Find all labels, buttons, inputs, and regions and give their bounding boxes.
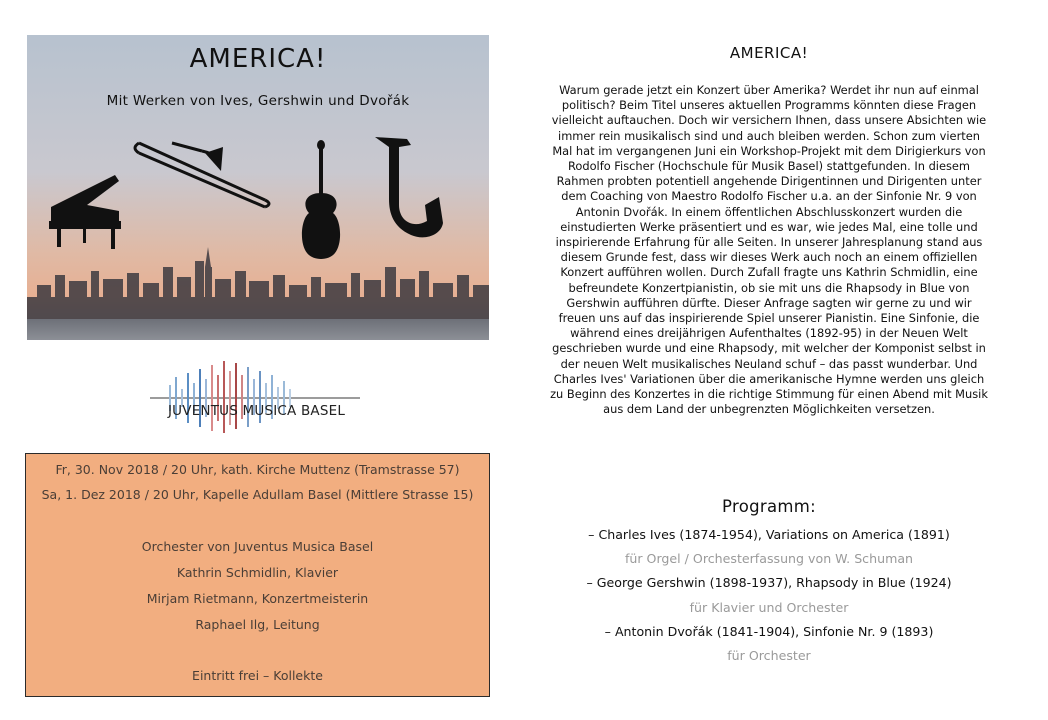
poster-subtitle: Mit Werken von Ives, Gershwin und Dvořák — [106, 93, 410, 109]
concert-info-box — [25, 453, 490, 697]
date-line-2: Sa, 1. Dez 2018 / 20 Uhr, Kapelle Adullam Basel (Mittlere Strasse 15) — [41, 487, 474, 502]
performer-concertmaster: Mirjam Rietmann, Konzertmeisterin — [146, 591, 369, 606]
performer-orchestra: Orchester von Juventus Musica Basel — [141, 539, 374, 554]
program-note-dvorak: für Orchester — [727, 648, 811, 663]
performer-piano: Kathrin Schmidlin, Klavier — [176, 565, 339, 580]
soundwave-logo — [150, 355, 360, 435]
skyline-image — [27, 35, 489, 340]
article-title: AMERICA! — [729, 44, 809, 62]
poster-title: AMERICA! — [189, 44, 327, 74]
date-line-1: Fr, 30. Nov 2018 / 20 Uhr, kath. Kirche Muttenz (Tramstrasse 57) — [55, 462, 460, 477]
article-body: Warum gerade jetzt ein Konzert über Amerika? Werdet ihr nun auf einmal politisch? Beim Titel unseres aktuellen Programms könnten diese Fragen vielleicht auftauchen. Doch wir versichern Ihnen, dass unsere Absichten wie immer rein musikalisch sind und auch bleiben werden. Schon zum vierten Mal hat im vergangenen Juni ein Workshop-Projekt mit dem Dirigierkurs von Rodolfo Fischer (Hochschule für Musik Basel) stattgefunden. In diesem Rahmen probten potentiell angehende Dirigentinnen und Dirigenten unter dem Coaching von Maestro Rodolfo Fischer u.a. an der Sinfonie Nr. 9 von Antonin Dvořák. In einem öffentlichen Abschlusskonzert wurden die einstudierten Werke präsentiert und es war, wie jedes Mal, eine tolle und inspirierende Erfahrung für alle Seiten. In unserer Jahresplanung stand aus diesem Grunde fest, dass wir dieses Werk auch noch an einem offiziellen Konzert aufführen wollen. Durch Zufall fragte uns Kathrin Schmidlin, eine befreundete Konzertpianistin, ob sie mit uns die Rhapsody in Blue von Gershwin aufführen dürfte. Dieser Anfrage sagten wir gerne zu und wir freuen uns auf das inspirierende Spiel unserer Pianistin. Eine Sinfonie, die während eines dreijährigen Aufenthaltes (1892-95) in der Neuen Welt geschrieben wurde und eine Rhapsody, mit welcher der Komponist selbst in der neuen Welt musikalisches Neuland schuf – das passt wunderbar. Und Charles Ives' Variationen über die amerikanische Hymne werden uns gleich zu Beginn des Konzertes in die richtige Stimmung für einen Abend mit Musik aus dem Land der unbegrenzten Möglichkeiten versetzen. — [550, 83, 988, 417]
admission-text: Eintritt frei – Kollekte — [192, 668, 323, 683]
program-note-ives: für Orgel / Orchesterfassung von W. Schuman — [624, 551, 914, 566]
program-item-dvorak: – Antonin Dvořák (1841-1904), Sinfonie Nr. 9 (1893) — [604, 624, 934, 639]
concert-poster — [27, 35, 489, 340]
program-item-gershwin: – George Gershwin (1898-1937), Rhapsody in Blue (1924) — [586, 575, 952, 590]
program-item-ives: – Charles Ives (1874-1954), Variations on America (1891) — [588, 527, 950, 542]
program-note-gershwin: für Klavier und Orchester — [689, 600, 849, 615]
program-title: Programm: — [722, 497, 816, 516]
logo-text: JUVENTUS MUSICA BASEL — [168, 403, 346, 419]
performer-conductor: Raphael Ilg, Leitung — [195, 617, 320, 632]
